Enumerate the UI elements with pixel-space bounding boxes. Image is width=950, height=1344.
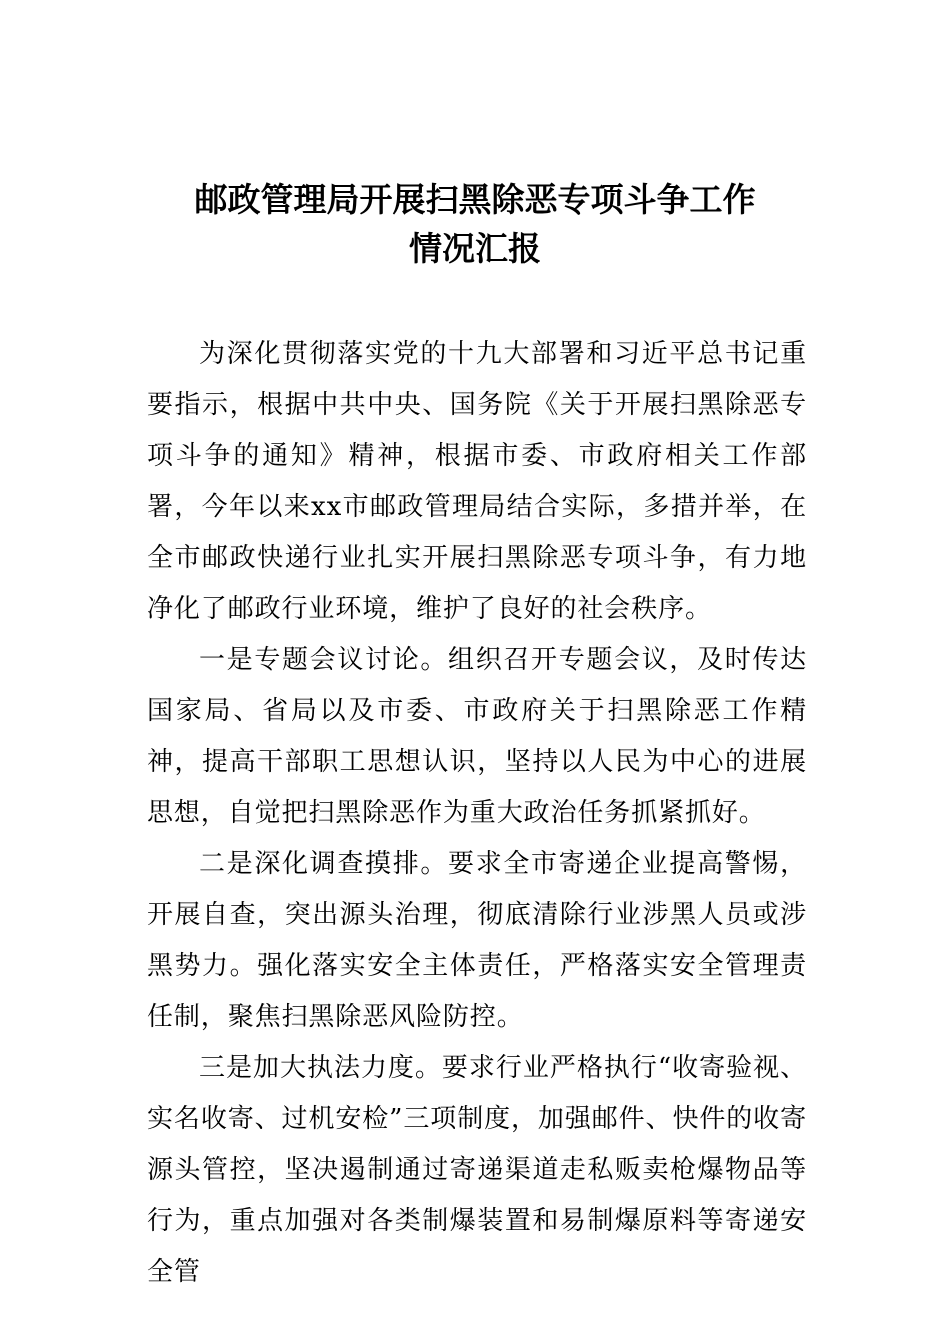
document-title-line-1: 邮政管理局开展扫黑除恶专项斗争工作 [194,180,756,219]
document-title-line-2: 情况汇报 [409,229,541,268]
paragraph-meeting: 一是专题会议讨论。组织召开专题会议，及时传达国家局、省局以及市委、市政府关于扫黑除恶工作精神，提高干部职工思想认识，坚持以人民为中心的进展思想，自觉把扫黑除恶作为重大政治任务抓紧抓好。 [147,645,807,828]
document-body [147,329,807,1298]
paragraph-intro: 为深化贯彻落实党的十九大部署和习近平总书记重要指示，根据中共中央、国务院《关于开展扫黑除恶专项斗争的通知》精神，根据市委、市政府相关工作部署，今年以来xx市邮政管理局结合实际，多措并举，在全市邮政快递行业扎实开展扫黑除恶专项斗争，有力地净化了邮政行业环境，维护了良好的社会秩序。 [147,339,807,624]
paragraph-enforcement: 三是加大执法力度。要求行业严格执行“收寄验视、实名收寄、过机安检”三项制度，加强邮件、快件的收寄源头管控，坚决遏制通过寄递渠道走私贩卖枪爆物品等行为，重点加强对各类制爆装置和易制爆原料等寄递安全管 [147,1053,807,1287]
paragraph-investigation: 二是深化调查摸排。要求全市寄递企业提高警惕，开展自查，突出源头治理，彻底清除行业涉黑人员或涉黑势力。强化落实安全主体责任，严格落实安全管理责任制，聚焦扫黑除恶风险防控。 [147,849,807,1032]
